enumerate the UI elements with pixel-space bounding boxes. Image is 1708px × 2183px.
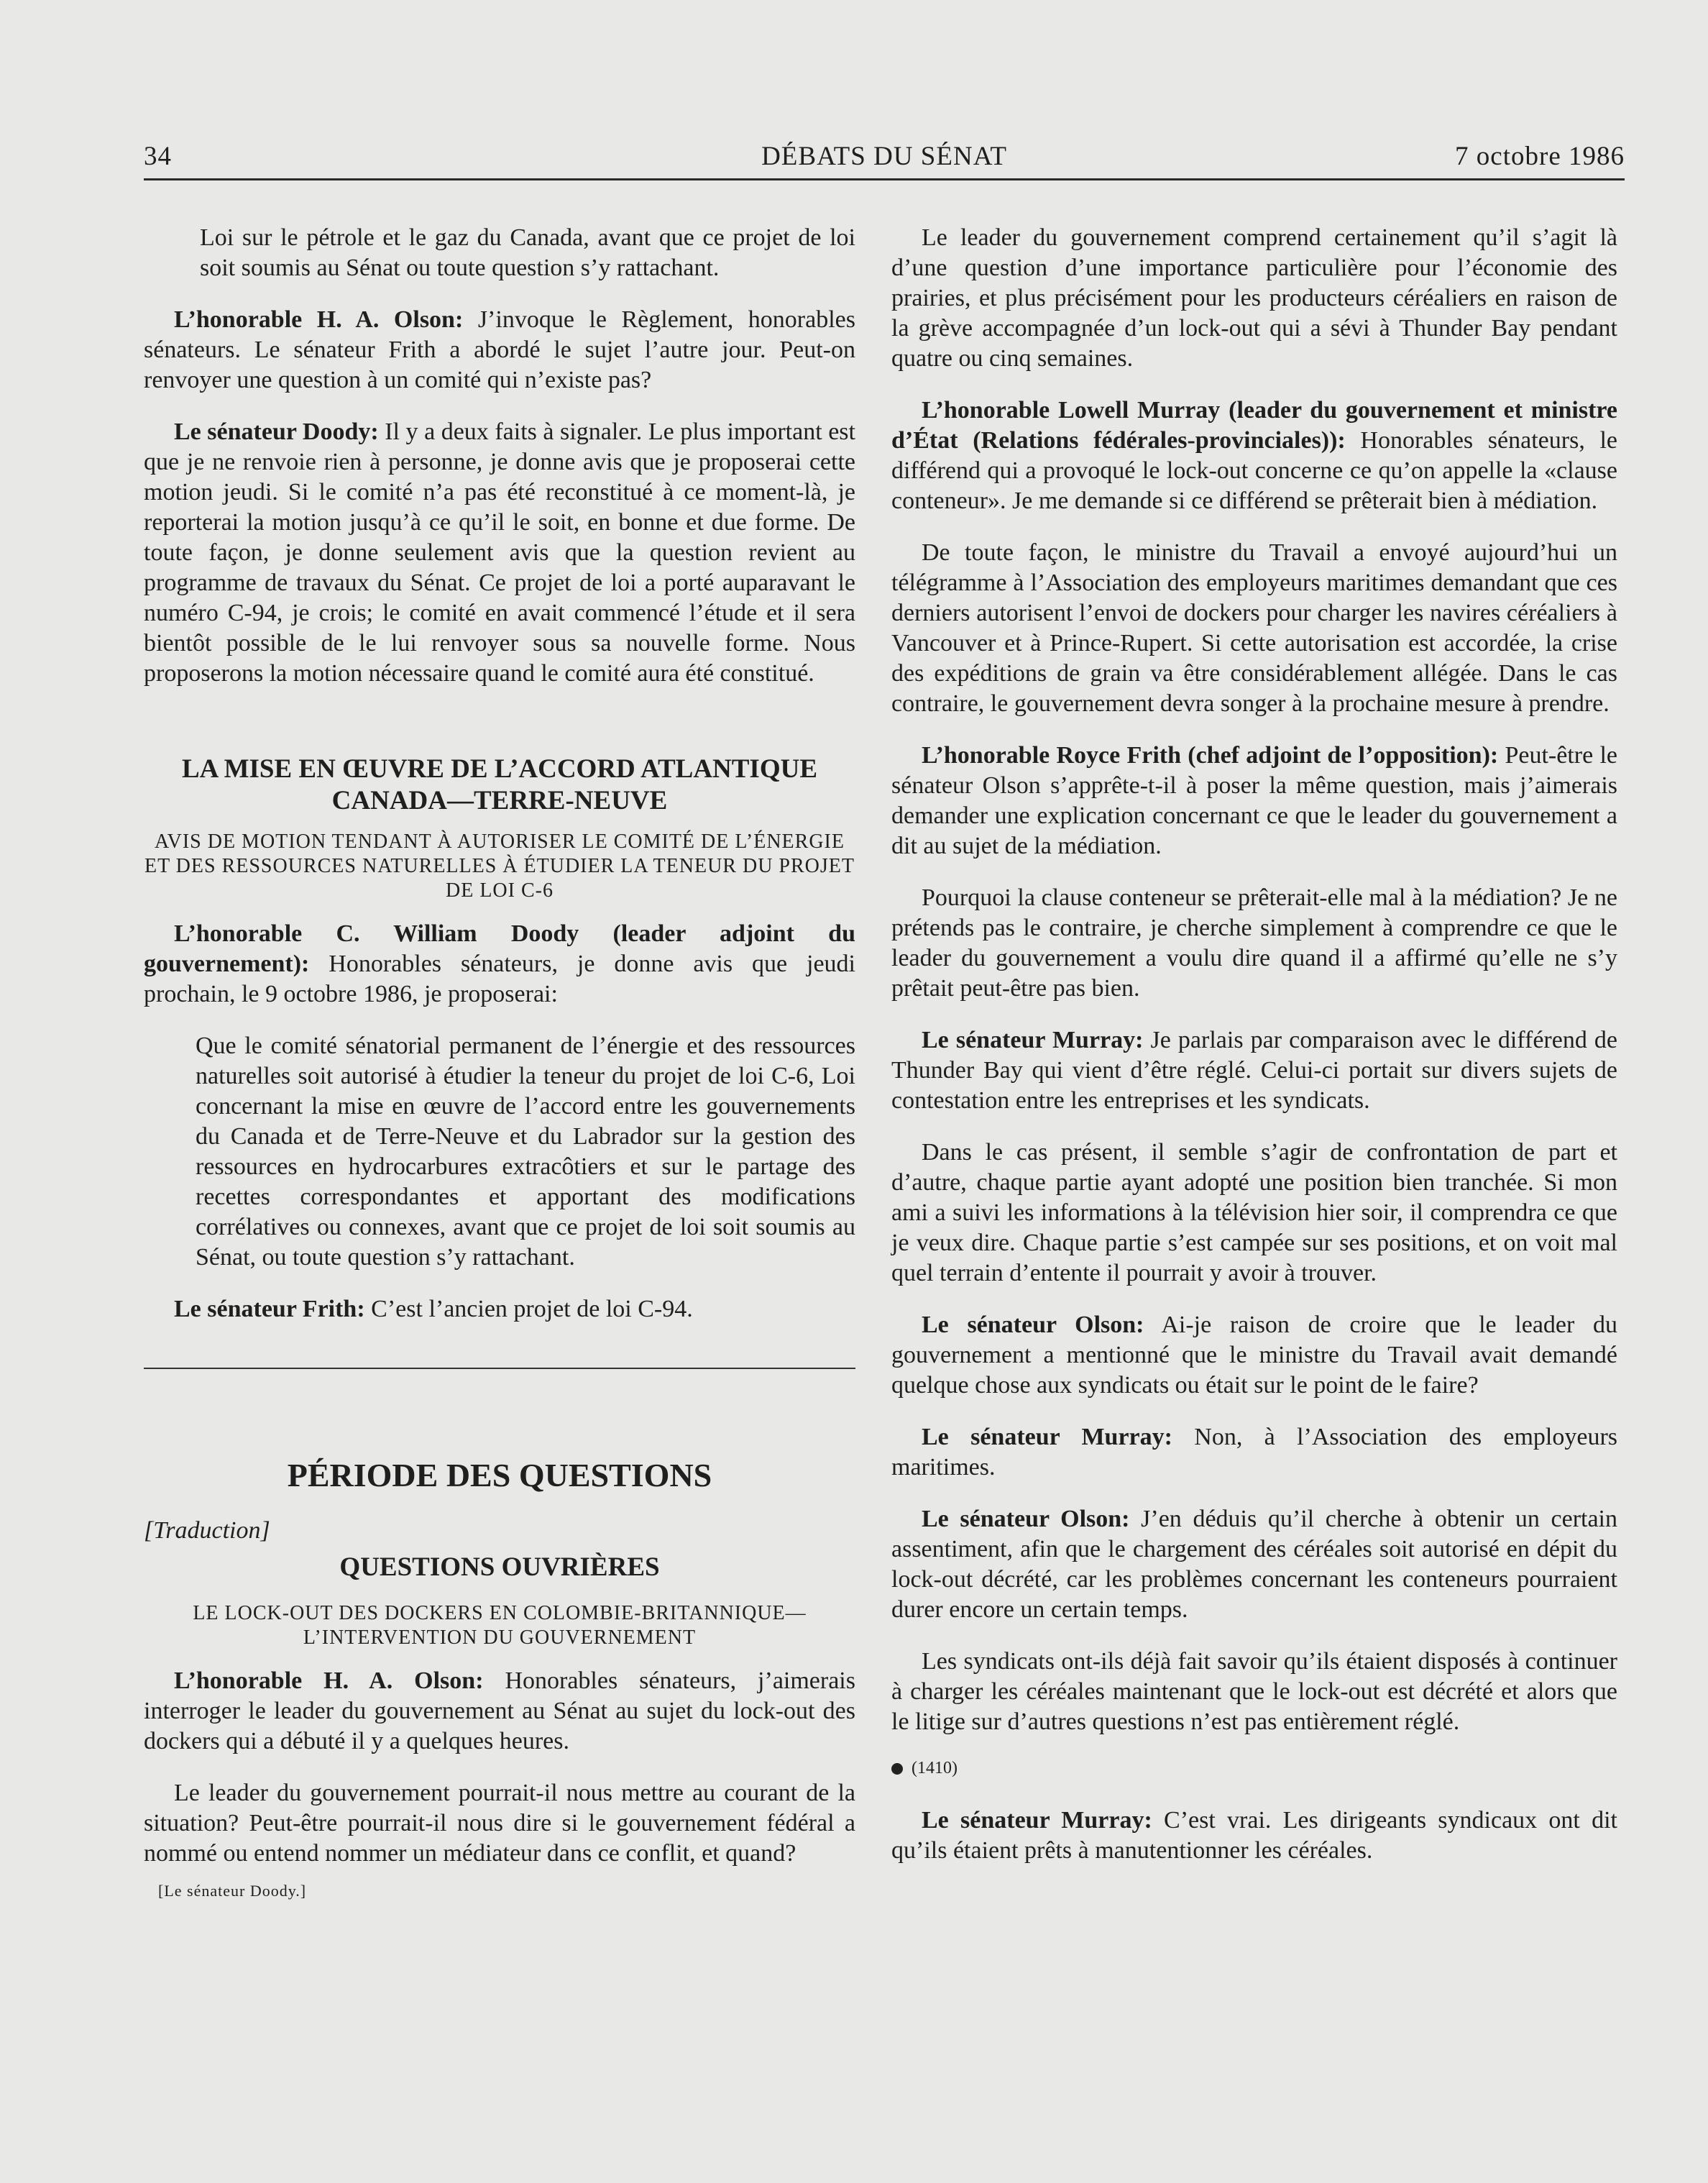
speaker-name: Le sénateur Olson: <box>922 1312 1144 1338</box>
subsection-title: QUESTIONS OUVRIÈRES <box>339 1552 660 1582</box>
section-subtitle-line: L’INTERVENTION DU GOUVERNEMENT <box>303 1626 697 1649</box>
paragraph <box>891 1806 1617 1866</box>
page-header <box>144 141 1625 180</box>
paragraph <box>891 1422 1617 1483</box>
speaker-name: L’honorable Royce Frith (chef adjoint de l’opposition): <box>922 742 1499 769</box>
paragraph: De toute façon, le ministre du Travail a envoyé aujourd’hui un télégramme à l’Association des employeurs maritimes demandant que ces derniers autorisent l’envoi de dockers pour charger les navires céréaliers à Vancouver et à Prince-Rupert. Si cette autorisation est accordée, la crise des expéditions de grain va être considérablement allégée. Dans le cas contraire, le gouvernement devra songer à la prochaine mesure à prendre. <box>891 539 1617 717</box>
publication-title: DÉBATS DU SÉNAT <box>761 142 1007 171</box>
speech-text: Ai-je raison de croire que le leader du gouvernement a mentionné que le ministre du Travail avait demandé quelque chose aux syndicats ou était sur le point de le faire? <box>891 1312 1618 1399</box>
speaker-name: L’honorable Lowell Murray (leader du gouvernement et ministre d’État (Relations fédérales-provinciales)): <box>891 397 1617 454</box>
speech-text: Non, à l’Association des employeurs maritimes. <box>891 1424 1617 1480</box>
paragraph: Dans le cas présent, il semble s’agir de confrontation de part et d’autre, chaque partie ayant adopté une position bien tranchée. Si mon ami a suivi les informations à la télévision hier soir, il comprendra ce que je veux dire. Chaque partie s’est campée sur ses positions, et on voit mal quel terrain d’entente il pourrait y avoir à trouver. <box>891 1139 1617 1286</box>
bullet-icon <box>891 1763 903 1775</box>
paragraph <box>144 919 855 1010</box>
speaker-name: Le sénateur Murray: <box>922 1027 1144 1053</box>
speech-text: Peut-être le sénateur Olson s’apprête-t-il à poser la même question, mais j’aimerais demander une explication concernant ce que le leader du gouvernement a dit au sujet de la médiation. <box>891 742 1617 859</box>
timestamp-text: (1410) <box>912 1759 958 1777</box>
speech-text: J’en déduis qu’il cherche à obtenir un certain assentiment, afin que le chargement des céréales soit autorisé en dépit du lock-out décrété, car les problèmes concernant les conteneurs pourraient durer encore un certain temps. <box>891 1506 1617 1623</box>
right-column <box>891 223 1617 1887</box>
section-title: PÉRIODE DES QUESTIONS <box>287 1457 712 1493</box>
speaker-name: Le sénateur Frith: <box>174 1296 365 1322</box>
speech-text: Je parlais par comparaison avec le différend de Thunder Bay qui vient d’être réglé. Celui-ci portait sur divers sujets de contestation entre les entreprises et les syndicats. <box>891 1027 1617 1114</box>
speech-text: J’invoque le Règlement, honorables sénateurs. Le sénateur Frith a abordé le sujet l’autre jour. Peut-on renvoyer une question à un comité qui n’existe pas? <box>144 306 855 393</box>
time-marker <box>891 1759 1617 1778</box>
paragraph <box>891 1310 1617 1401</box>
paragraph: Loi sur le pétrole et le gaz du Canada, avant que ce projet de loi soit soumis au Sénat ou toute question s’y rattachant. <box>200 224 855 281</box>
section-title-line: CANADA—TERRE-NEUVE <box>331 786 668 815</box>
paragraph <box>144 1666 855 1757</box>
paragraph: Le leader du gouvernement pourrait-il nous mettre au courant de la situation? Peut-être pourrait-il nous dire si le gouvernement fédéral a nommé ou entend nommer un médiateur dans ce conflit, et quand? <box>144 1780 855 1867</box>
speech-text: Il y a deux faits à signaler. Le plus important est que je ne renvoie rien à personne, je donne avis que je proposerai cette motion jeudi. Si le comité n’a pas été reconstitué à ce moment-là, je reporterai la motion jusqu’à ce qu’il le soit, en bonne et due forme. De toute façon, je donne seulement avis que la question revient au programme de travaux du Sénat. Ce projet de loi a porté auparavant le numéro C-94, je crois; le comité en avait commencé l’étude et il sera bientôt possible de le lui renvoyer sous sa nouvelle forme. Nous proposerons la motion nécessaire quand le comité aura été constitué. <box>144 418 855 687</box>
translation-note: [Traduction] <box>144 1517 270 1544</box>
section-title-line: LA MISE EN ŒUVRE DE L’ACCORD ATLANTIQUE <box>181 754 818 784</box>
page-number: 34 <box>144 142 172 171</box>
section-subtitle-line: LE LOCK-OUT DES DOCKERS EN COLOMBIE-BRITANNIQUE— <box>193 1602 807 1624</box>
speech-text: Honorables sénateurs, je donne avis que jeudi prochain, le 9 octobre 1986, je proposerai: <box>144 951 855 1007</box>
speaker-name: L’honorable C. William Doody (leader adjoint du gouvernement): <box>144 920 855 977</box>
section-title <box>144 754 855 817</box>
publication-date: 7 octobre 1986 <box>1455 142 1625 171</box>
speech-text: Honorables sénateurs, j’aimerais interroger le leader du gouvernement au Sénat au sujet du lock-out des dockers qui a débuté il y a quelques heures. <box>144 1667 855 1754</box>
running-footnote: [Le sénateur Doody.] <box>158 1882 307 1900</box>
paragraph <box>891 395 1617 516</box>
paragraph <box>144 417 855 689</box>
speaker-name: Le sénateur Olson: <box>922 1506 1130 1532</box>
speaker-name: L’honorable H. A. Olson: <box>174 1667 484 1694</box>
speech-text: C’est vrai. Les dirigeants syndicaux ont dit qu’ils étaient prêts à manutentionner les céréales. <box>891 1807 1617 1864</box>
speaker-name: Le sénateur Murray: <box>922 1807 1152 1834</box>
speaker-name: Le sénateur Doody: <box>174 418 379 445</box>
section-subtitle <box>144 1601 855 1650</box>
left-column <box>144 223 855 1900</box>
speaker-name: L’honorable H. A. Olson: <box>174 306 464 333</box>
paragraph <box>144 1294 855 1324</box>
paragraph <box>891 1025 1617 1116</box>
paragraph: Les syndicats ont-ils déjà fait savoir qu’ils étaient disposés à continuer à charger les céréales maintenant que le lock-out est décrété et alors que le litige sur d’autres questions n’est pas entièrement réglé. <box>891 1648 1617 1735</box>
section-subtitle: AVIS DE MOTION TENDANT À AUTORISER LE COMITÉ DE L’ÉNERGIE ET DES RESSOURCES NATURELLES À ÉTUDIER LA TENEUR DU PROJET DE LOI C-6 <box>144 830 855 902</box>
section-divider <box>144 1368 855 1369</box>
paragraph: Pourquoi la clause conteneur se prêterait-elle mal à la médiation? Je ne prétends pas le contraire, je cherche simplement à comprendre ce que le leader du gouvernement a voulu dire quand il a affirmé qu’elle ne s’y prêtait peut-être pas bien. <box>891 884 1617 1002</box>
speaker-name: Le sénateur Murray: <box>922 1424 1172 1450</box>
motion-quote: Que le comité sénatorial permanent de l’énergie et des ressources naturelles soit autorisé à étudier la teneur du projet de loi C-6, Loi concernant la mise en œuvre de l’accord entre les gouvernements du Canada et de Terre-Neuve et du Labrador sur la gestion des ressources en hydrocarbures extracôtiers et sur le partage des recettes correspondantes et apportant des modifications corrélatives ou connexes, avant que ce projet de loi soit soumis au Sénat, ou toute question s’y rattachant. <box>196 1033 855 1271</box>
speech-text: C’est l’ancien projet de loi C-94. <box>364 1296 693 1322</box>
speech-text: Honorables sénateurs, le différend qui a provoqué le lock-out concerne ce qu’on appelle la «clause conteneur». Je me demande si ce différend se prêterait bien à médiation. <box>891 427 1617 514</box>
paragraph <box>144 305 855 395</box>
paragraph <box>891 1504 1617 1625</box>
paragraph: Le leader du gouvernement comprend certainement qu’il s’agit là d’une question d’une importance particulière pour l’économie des prairies, et plus précisément pour les producteurs céréaliers en raison de la grève accompagnée d’un lock-out qui a sévi à Thunder Bay pendant quatre ou cinq semaines. <box>891 224 1617 372</box>
paragraph <box>891 741 1617 861</box>
